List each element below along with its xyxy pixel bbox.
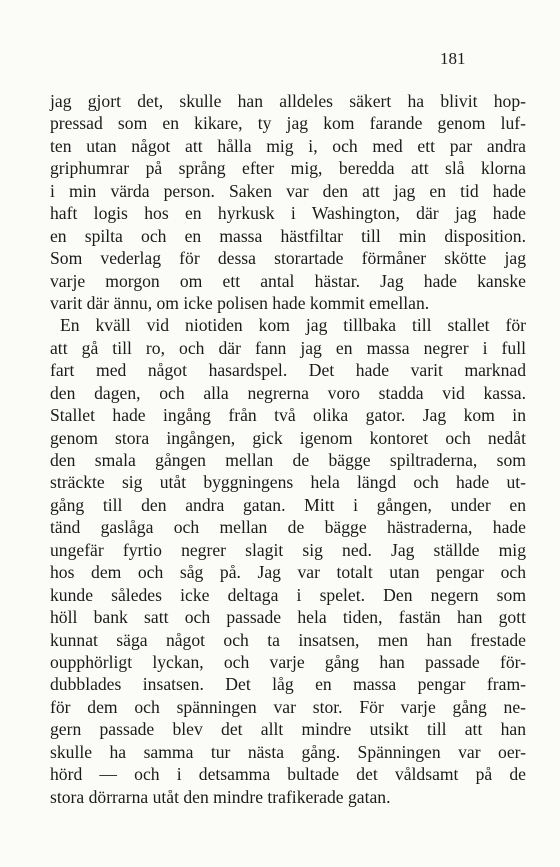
text-line: genom stora ingången, gick igenom kontoret och nedåt	[50, 427, 526, 448]
text-line: fart med något hasardspel. Det hade varit marknad	[50, 360, 526, 381]
text-line: den dagen, och alla negrerna voro stadda vid kassa.	[50, 382, 526, 403]
text-line: oupphörligt lyckan, och varje gång han passade för-	[50, 651, 526, 672]
text-line: varit där ännu, om icke polisen hade kommit emellan.	[50, 292, 430, 313]
text-line: pressad som en kikare, ty jag kom farande genom luf-	[50, 113, 526, 134]
text-line: hörd — och i detsamma bultade det våldsamt på de	[50, 764, 526, 785]
text-line: för dem och spänningen var stor. För varje gång ne-	[50, 696, 526, 717]
text-line: dubblades insatsen. Det låg en massa pengar fram-	[50, 674, 526, 695]
text-line: skulle ha samma tur nästa gång. Spänningen var oer-	[50, 741, 526, 762]
text-line: att gå till ro, och där fann jag en massa negrer i full	[50, 337, 526, 358]
text-line: jag gjort det, skulle han alldeles säkert ha blivit hop-	[50, 91, 526, 111]
text-line: gång till den andra gatan. Mitt i gången, under en	[50, 494, 526, 515]
text-line: kunnat säga något och ta insatsen, men han frestade	[50, 629, 526, 650]
body-text	[50, 90, 526, 808]
text-line: en spilta och en massa hästfiltar till min disposition.	[50, 225, 526, 246]
text-line: stora dörrarna utåt den mindre trafikerade gatan.	[50, 786, 391, 807]
text-line: gern passade blev det allt mindre utsikt till att han	[50, 719, 526, 740]
text-line: kunde således icke deltaga i spelet. Den negern som	[50, 584, 526, 605]
paragraph	[50, 314, 526, 808]
text-line: haft logis hos en hyrkusk i Washington, där jag hade	[50, 203, 526, 224]
text-line: griphumrar på språng efter mig, beredda att slå klorna	[50, 158, 526, 179]
text-line: tänd gaslåga och mellan de bägge hästraderna, hade	[50, 517, 526, 538]
text-line: hos dem och såg på. Jag var totalt utan pengar och	[50, 562, 526, 583]
text-line: Som vederlag för dessa storartade förmåner skötte jag	[50, 248, 526, 269]
page-number: 181	[440, 49, 466, 68]
text-line: Stallet hade ingång från två olika gator. Jag kom in	[50, 405, 526, 426]
text-line: höll bank satt och passade hela tiden, fastän han gott	[50, 607, 526, 628]
text-line: sträckte sig utåt byggningens hela längd och hade ut-	[50, 472, 526, 493]
text-line: i min värda person. Saken var den att jag en tid hade	[50, 180, 526, 201]
text-line: ten utan något att hålla mig i, och med ett par andra	[50, 135, 526, 156]
text-line: ungefär fyrtio negrer slagit sig ned. Jag ställde mig	[50, 539, 526, 560]
text-line: den smala gången mellan de bägge spiltraderna, som	[50, 450, 526, 470]
text-line: varje morgon om ett antal hästar. Jag hade kanske	[50, 270, 526, 291]
paragraph	[50, 90, 526, 314]
text-line: En kväll vid niotiden kom jag tillbaka till stallet för	[60, 315, 526, 336]
